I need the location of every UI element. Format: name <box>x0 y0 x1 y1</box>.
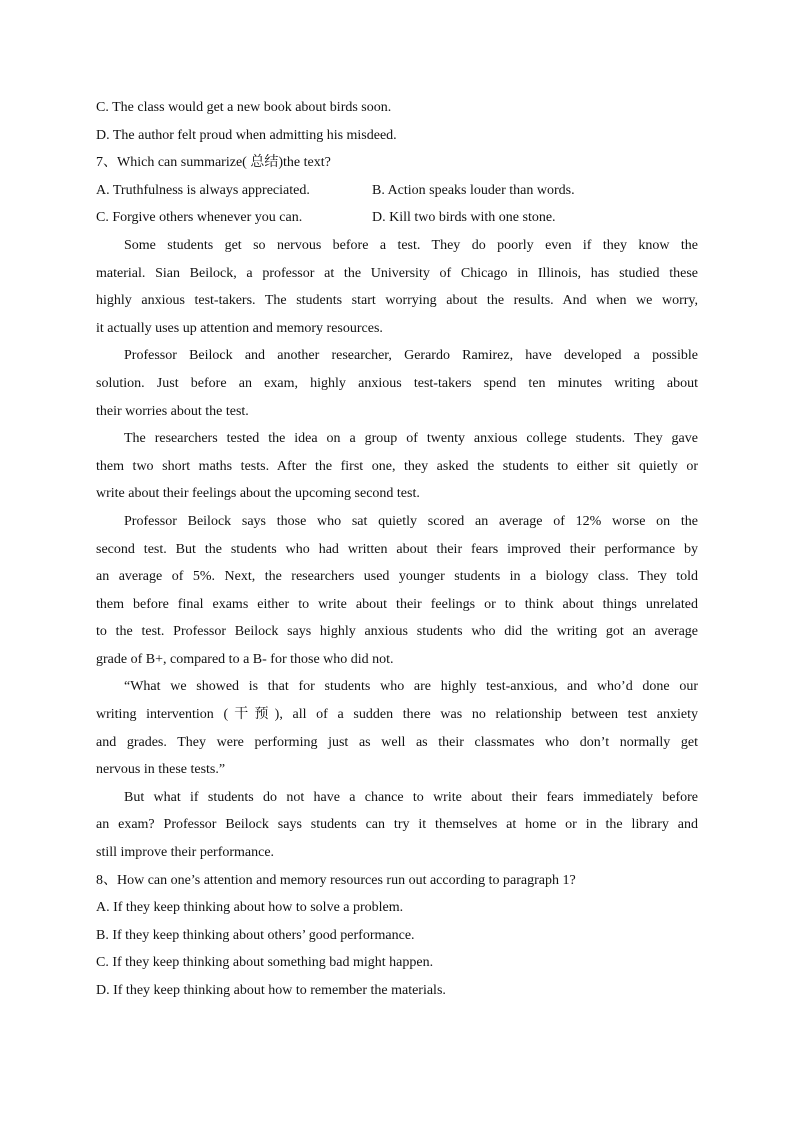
q8-option-d: D. If they keep thinking about how to remember the materials. <box>96 983 446 998</box>
q8-option-b: B. If they keep thinking about others’ good performance. <box>96 927 415 943</box>
passage-line: writing intervention (干预), all of a sudden there was no relationship between test anxiety <box>96 707 698 723</box>
q7-option-b: B. Action speaks louder than words. <box>372 182 575 198</box>
q7-options-row-2 <box>96 204 698 232</box>
passage-paragraph-4 <box>96 508 698 674</box>
passage-paragraph-1 <box>96 232 698 342</box>
passage-line: Professor Beilock and another researcher, Gerardo Ramirez, have developed a possible <box>124 348 698 364</box>
passage-line: highly anxious test-takers. The students start worrying about the results. And when we worry, <box>96 293 698 309</box>
passage-line: Professor Beilock says those who sat quietly scored an average of 12% worse on the <box>124 513 698 529</box>
passage-line: Some students get so nervous before a test. They do poorly even if they know the <box>124 237 698 253</box>
page-content <box>96 94 698 1005</box>
passage-paragraph-6 <box>96 784 698 867</box>
passage-line: “What we showed is that for students who are highly test-anxious, and who’d done our <box>124 679 698 695</box>
passage-line: their worries about the test. <box>96 403 249 419</box>
q6-option-c: C. The class would get a new book about birds soon. <box>96 100 392 115</box>
passage-line: But what if students do not have a chance to write about their fears immediately before <box>124 789 698 805</box>
q8-option-a: A. If they keep thinking about how to solve a problem. <box>96 900 404 916</box>
passage-line: material. Sian Beilock, a professor at the University of Chicago in Illinois, has studied these <box>96 265 698 281</box>
q7-question: 7、Which can summarize( 总结)the text? <box>96 155 331 171</box>
passage-line: it actually uses up attention and memory resources. <box>96 320 383 336</box>
passage-line: The researchers tested the idea on a group of twenty anxious college students. They gave <box>124 431 698 447</box>
passage-line: grade of B+, compared to a B- for those who did not. <box>96 651 394 667</box>
passage-line: write about their feelings about the upcoming second test. <box>96 486 420 502</box>
passage-line: and grades. They were performing just as well as their classmates who don’t normally get <box>96 734 698 750</box>
q7-option-a: A. Truthfulness is always appreciated. <box>96 182 310 198</box>
passage-line: nervous in these tests.” <box>96 762 226 778</box>
passage-line: still improve their performance. <box>96 845 275 861</box>
q8-question: 8、How can one’s attention and memory resources run out according to paragraph 1? <box>96 872 576 888</box>
passage-paragraph-3 <box>96 425 698 508</box>
passage-line: an exam? Professor Beilock says students can try it themselves at home or in the library and <box>96 817 698 833</box>
passage-line: them two short maths tests. After the first one, they asked the students to either sit quietly or <box>96 458 698 474</box>
q7-option-c: C. Forgive others whenever you can. <box>96 210 303 226</box>
q7-option-d: D. Kill two birds with one stone. <box>372 210 556 226</box>
q6-option-d: D. The author felt proud when admitting his misdeed. <box>96 127 397 143</box>
passage-line: an average of 5%. Next, the researchers used younger students in a biology class. They told <box>96 569 698 585</box>
q7-options-row-1 <box>96 177 698 205</box>
q8-option-c: C. If they keep thinking about something bad might happen. <box>96 955 434 971</box>
passage-line: second test. But the students who had written about their fears improved their performance by <box>96 541 698 557</box>
passage-line: solution. Just before an exam, highly anxious test-takers spend ten minutes writing about <box>96 375 698 391</box>
passage-paragraph-5 <box>96 673 698 783</box>
passage-line: them before final exams either to write about their feelings or to think about things unrelated <box>96 596 698 612</box>
passage-paragraph-2 <box>96 342 698 425</box>
passage-line: to the test. Professor Beilock says highly anxious students who did the writing got an average <box>96 624 698 640</box>
